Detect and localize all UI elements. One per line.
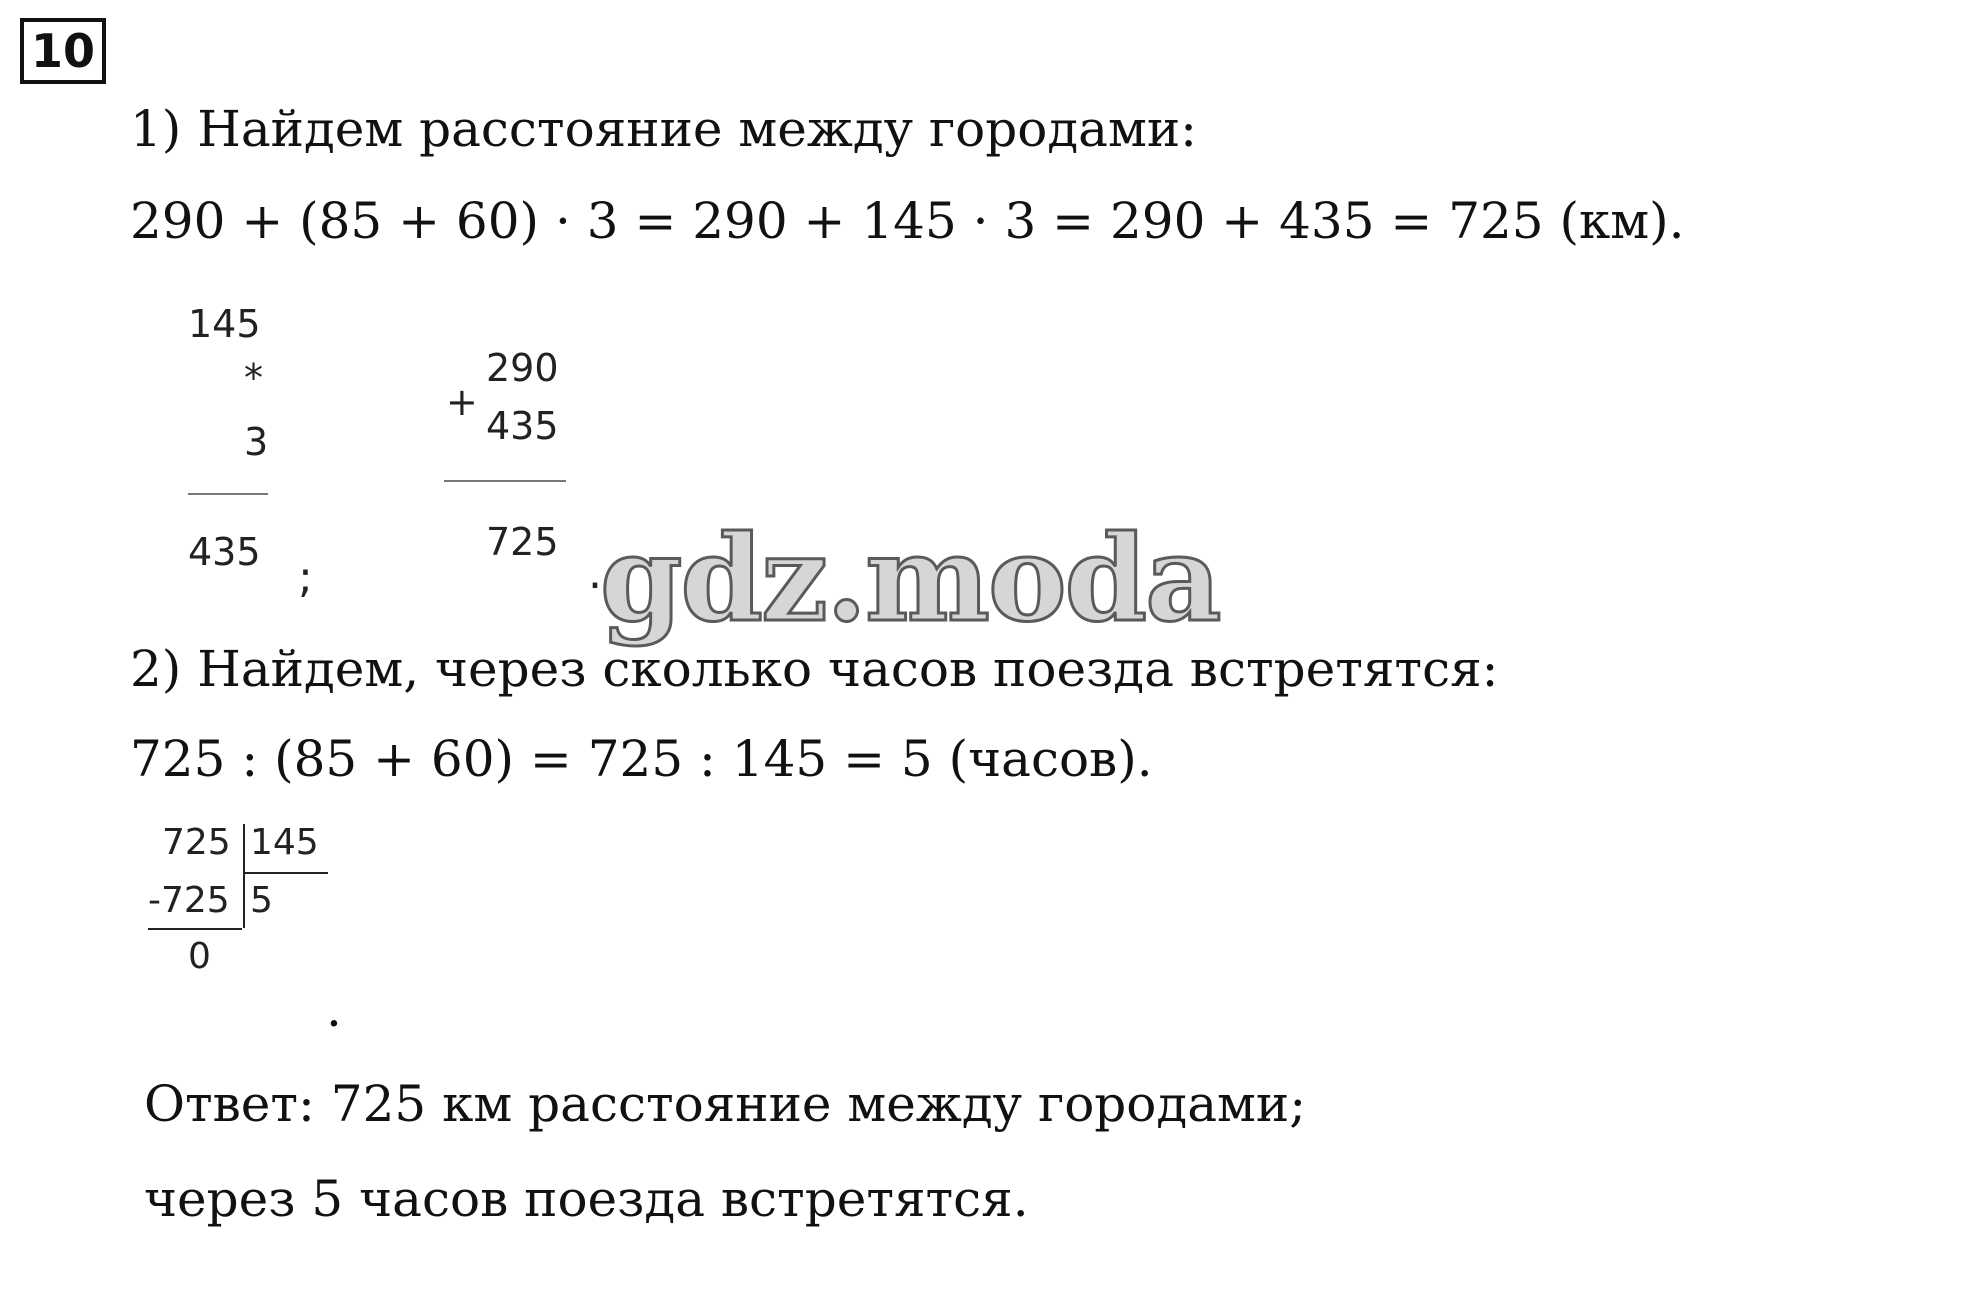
mult-underline [188,493,268,495]
add-separator: . [588,548,602,599]
add-top: 290 [486,346,559,390]
division-dividend: 725 [162,822,231,863]
step2-title: 2) Найдем, через сколько часов поезда встретятся: [130,640,1499,698]
division-divisor: 145 [250,822,319,863]
mult-bottom: 3 [244,420,269,464]
answer-line1: Ответ: 725 км расстояние между городами; [144,1075,1307,1133]
add-bottom: 435 [486,404,559,448]
add-result: 725 [486,520,559,564]
mult-separator: ; [298,552,313,603]
division-subtract: -725 [148,880,230,921]
division-vertical-bar [243,824,245,928]
problem-number: 10 [20,18,106,84]
division-divisor-line [244,872,328,874]
division-remainder: 0 [188,936,211,977]
step1-equation: 290 + (85 + 60) · 3 = 290 + 145 · 3 = 290 + 435 = 725 (км). [130,192,1685,250]
add-operator: + [446,380,478,424]
division-separator: . [326,980,342,1038]
mult-top: 145 [188,302,261,346]
step1-title: 1) Найдем расстояние между городами: [130,100,1198,158]
add-underline [444,480,566,482]
watermark: gdz.moda [600,509,1220,648]
step2-equation: 725 : (85 + 60) = 725 : 145 = 5 (часов). [130,730,1153,788]
mult-result: 435 [188,530,261,574]
mult-operator: * [244,356,263,400]
division-subtract-line [148,928,242,930]
answer-line2: через 5 часов поезда встретятся. [144,1170,1029,1228]
division-quotient: 5 [250,880,273,921]
